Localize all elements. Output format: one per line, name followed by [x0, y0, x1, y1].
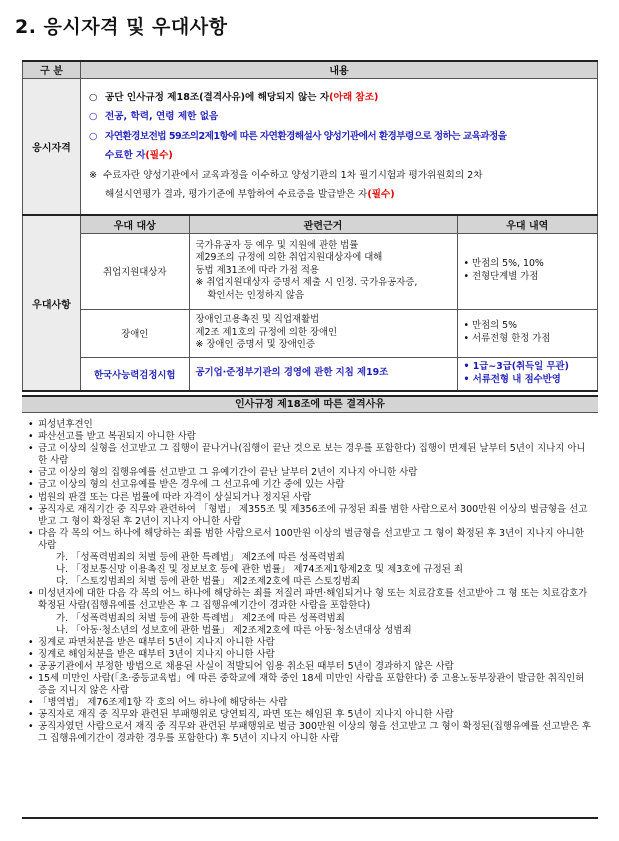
- disqualification-list: [22, 413, 598, 746]
- list-item: [28, 649, 592, 661]
- list-item: [28, 637, 592, 649]
- qualification-line3b: 수료한 자: [105, 150, 146, 162]
- pref-basis: [189, 233, 457, 309]
- required-note: (필수): [145, 150, 173, 162]
- list-item: [28, 673, 592, 697]
- preference-cell: [81, 215, 598, 391]
- bullet-icon: •: [28, 527, 34, 539]
- pref-details: [457, 357, 597, 390]
- list-item-text: 법원의 판결 또는 다른 법률에 따라 자격이 상실되거나 정지된 사람: [38, 491, 312, 503]
- pref-target: 한국사능력검정시험: [81, 357, 189, 390]
- list-item-text: 피성년후견인: [38, 419, 93, 430]
- header-content: 내용: [81, 61, 598, 78]
- list-item-text: 징계로 파면처분을 받은 때부터 5년이 지나지 아니한 사람: [38, 636, 275, 648]
- bullet-icon: •: [28, 648, 34, 660]
- preference-row: [81, 309, 597, 357]
- list-item: [28, 504, 592, 528]
- pref-target: 취업지원대상자: [81, 233, 189, 309]
- basis-line: 확인서는 인정하지 않음: [207, 289, 305, 301]
- basis-line: ※ 취업지원대상자 증명서 제출 시 인정. 국가유공자증,: [195, 277, 418, 289]
- list-item-text: 다음 각 목의 어느 하나에 해당하는 죄를 범한 사람으로서 100만원 이상의 벌금형을 선고받고 그 형이 확정된 후 3년이 지나지 아니한 사람: [38, 527, 584, 551]
- list-item-text: 미성년자에 대한 다음 각 목의 어느 하나에 해당하는 죄를 저질러 파면·해임되거나 형 또는 치료감호를 선고받아 그 형 또는 치료감호가 확정된 사람(집행유예를 선고받은 후 그 집행유예기간이 경과한 사람을 포함한다): [38, 588, 588, 612]
- preference-table: [81, 216, 597, 390]
- qualification-note2: 해설시연평가 결과, 평가기준에 부합하여 수료증을 발급받은 자: [105, 189, 368, 201]
- section-header: 인사규정 제18조에 따른 결격사유: [22, 395, 598, 413]
- list-item: [28, 467, 592, 479]
- qualification-line1-note: (아래 참조): [329, 91, 379, 103]
- col-target: 우대 대상: [81, 216, 189, 233]
- list-item-text: 공직자로 재직기간 중 직무와 관련하여 「형법」 제355조 및 제356조에 규정된 죄를 범한 사람으로서 300만원 이상의 벌금형을 선고받고 그 형이 확정된 후 2년이 지나지 아니한 사람: [38, 503, 588, 527]
- list-item-text: 「병역법」 제76조제1항 각 호의 어느 하나에 해당하는 사람: [38, 697, 288, 709]
- list-item: [28, 431, 592, 443]
- list-subitem: 가. 「성폭력범죄의 처벌 등에 관한 특례법」 제2조에 따른 성폭력범죄: [56, 612, 345, 624]
- list-item-text: 공공기관에서 부정한 방법으로 채용된 사실이 적발되어 임용 취소된 때부터 5년이 경과하지 않은 사람: [38, 660, 454, 672]
- pref-details: [457, 309, 597, 357]
- basis-line: 동법 제31조에 따라 가점 적용: [195, 264, 319, 276]
- pref-target: 장애인: [81, 309, 189, 357]
- list-item: [28, 528, 592, 552]
- list-item-text: 금고 이상의 형의 선고유예를 받은 경우에 그 선고유예 기간 중에 있는 사람: [38, 479, 345, 491]
- list-item: [28, 419, 592, 431]
- qualification-line1: 공단 인사규정 제18조(결격사유)에 해당되지 않는 자: [105, 91, 330, 103]
- preference-row: [81, 233, 597, 309]
- bullet-icon: •: [28, 479, 34, 491]
- preference-label: 우대사항: [23, 215, 81, 391]
- basis-line: 제2조 제1호의 규정에 의한 장애인: [195, 326, 338, 338]
- bullet-icon: •: [28, 443, 34, 455]
- col-basis: 관련근거: [189, 216, 457, 233]
- col-details: 우대 내역: [457, 216, 597, 233]
- qualification-table: [22, 60, 598, 392]
- bullet-icon: •: [28, 588, 34, 600]
- qualification-note1: 수료자란 양성기관에서 교육과정을 이수하고 양성기관의 1차 필기시험과 평가위원회의 2차: [103, 169, 483, 181]
- list-item-text: 공직자로 재직 중 직무와 관련된 부패행위로 당연퇴직, 파면 또는 해임된 후 5년이 지나지 아니한 사람: [38, 709, 454, 721]
- qualification-content: [81, 78, 598, 215]
- basis-line: 국가유공자 등 예우 및 지원에 관한 법률: [195, 239, 359, 251]
- list-subitem: 나. 「아동·청소년의 성보호에 관한 법률」 제2조제2호에 따른 아동·청소년대상 성범죄: [56, 624, 412, 636]
- bullet-icon: •: [28, 419, 34, 430]
- list-item: [28, 709, 592, 721]
- circle-icon: ○: [89, 91, 98, 103]
- list-item: [28, 443, 592, 467]
- list-item: [28, 697, 592, 709]
- list-subitem: 나. 「정보통신망 이용촉진 및 정보보호 등에 관한 법률」 제74조제1항제2호 및 제3호에 규정된 죄: [56, 564, 463, 576]
- preference-row: [81, 357, 597, 390]
- bottom-rule: [22, 817, 598, 819]
- qualification-line3: 자연환경보전법 59조의2제1항에 따른 자연환경해설사 양성기관에서 환경부령으로 정하는 교육과정을: [105, 130, 507, 142]
- basis-line: 장애인고용촉진 및 직업재활법: [195, 314, 320, 326]
- list-item: [28, 479, 592, 491]
- list-item-text: 금고 이상의 형의 집행유예를 선고받고 그 유예기간이 끝난 날부터 2년이 지나지 아니한 사람: [38, 467, 418, 479]
- header-category: 구 분: [23, 61, 81, 78]
- details-line: • 만점의 5%, 10%: [463, 258, 544, 270]
- list-subitem: 다. 「스토킹범죄의 처벌 등에 관한 법률」 제2조제2호에 따른 스토킹범죄: [56, 576, 361, 588]
- list-item-text: 금고 이상의 실형을 선고받고 그 집행이 끝나거나(집행이 끝난 것으로 보는 경우를 포함한다) 집행이 면제된 날부터 5년이 지나지 아니한 사람: [38, 443, 586, 467]
- pref-basis: [189, 309, 457, 357]
- bullet-icon: •: [28, 503, 34, 515]
- details-line: • 1급~3급(취득일 무관): [463, 361, 569, 373]
- bullet-icon: •: [28, 672, 34, 684]
- pref-basis: 공기업·준정부기관의 경영에 관한 지침 제19조: [189, 357, 457, 390]
- bullet-icon: •: [28, 697, 34, 709]
- basis-line: ※ 장애인 증명서 및 장애인증: [195, 339, 315, 351]
- disqualification-section: [22, 395, 598, 746]
- list-item: [28, 721, 592, 745]
- page-title: 2. 응시자격 및 우대사항: [15, 16, 228, 38]
- list-item: [28, 588, 592, 612]
- bullet-icon: •: [28, 660, 34, 672]
- qualification-label: 응시자격: [23, 78, 81, 215]
- circle-icon: ○: [89, 130, 97, 142]
- details-line: • 전형단계별 가점: [463, 271, 539, 282]
- list-item-text: 파산선고를 받고 복권되지 아니한 사람: [38, 431, 196, 443]
- bullet-icon: •: [28, 709, 34, 721]
- details-line: • 서류전형 내 점수반영: [463, 373, 561, 385]
- details-line: • 서류전형 한정 가점: [463, 333, 551, 344]
- bullet-icon: •: [28, 467, 34, 479]
- bullet-icon: •: [28, 636, 34, 648]
- qualification-line2: 전공, 학력, 연령 제한 없음: [105, 111, 219, 123]
- pref-details: [457, 233, 597, 309]
- bullet-icon: •: [28, 491, 34, 503]
- list-subitem: 가. 「성폭력범죄의 처벌 등에 관한 특례법」 제2조에 따른 성폭력범죄: [56, 552, 345, 564]
- list-item-text: 공직자였던 사람으로서 재직 중 직무와 관련된 부패행위로 벌금 300만원 이상의 형을 선고받고 그 형이 확정된(집행유예를 선고받은 후 그 집행유예기간이 경과한 경우를 포함한다) 후 5년이 지나지 아니한 사람: [38, 721, 591, 745]
- required-note: (필수): [367, 189, 395, 201]
- list-item-text: 15세 미만인 사람(「초·중등교육법」에 따른 중학교에 재학 중인 18세 미만인 사람을 포함한다) 중 고용노동부장관이 발급한 취직인허증을 지니지 않은 사람: [38, 672, 585, 697]
- note-icon: ※: [89, 169, 98, 181]
- basis-line: 제29조의 규정에 의한 취업지원대상자에 대해: [195, 252, 383, 264]
- bullet-icon: •: [28, 721, 34, 733]
- list-item: [28, 492, 592, 504]
- list-item: [28, 661, 592, 673]
- details-line: • 만점의 5%: [463, 320, 518, 332]
- circle-icon: ○: [89, 111, 98, 123]
- bullet-icon: •: [28, 431, 34, 443]
- list-item-text: 징계로 해임처분을 받은 때부터 3년이 지나지 아니한 사람: [38, 648, 275, 660]
